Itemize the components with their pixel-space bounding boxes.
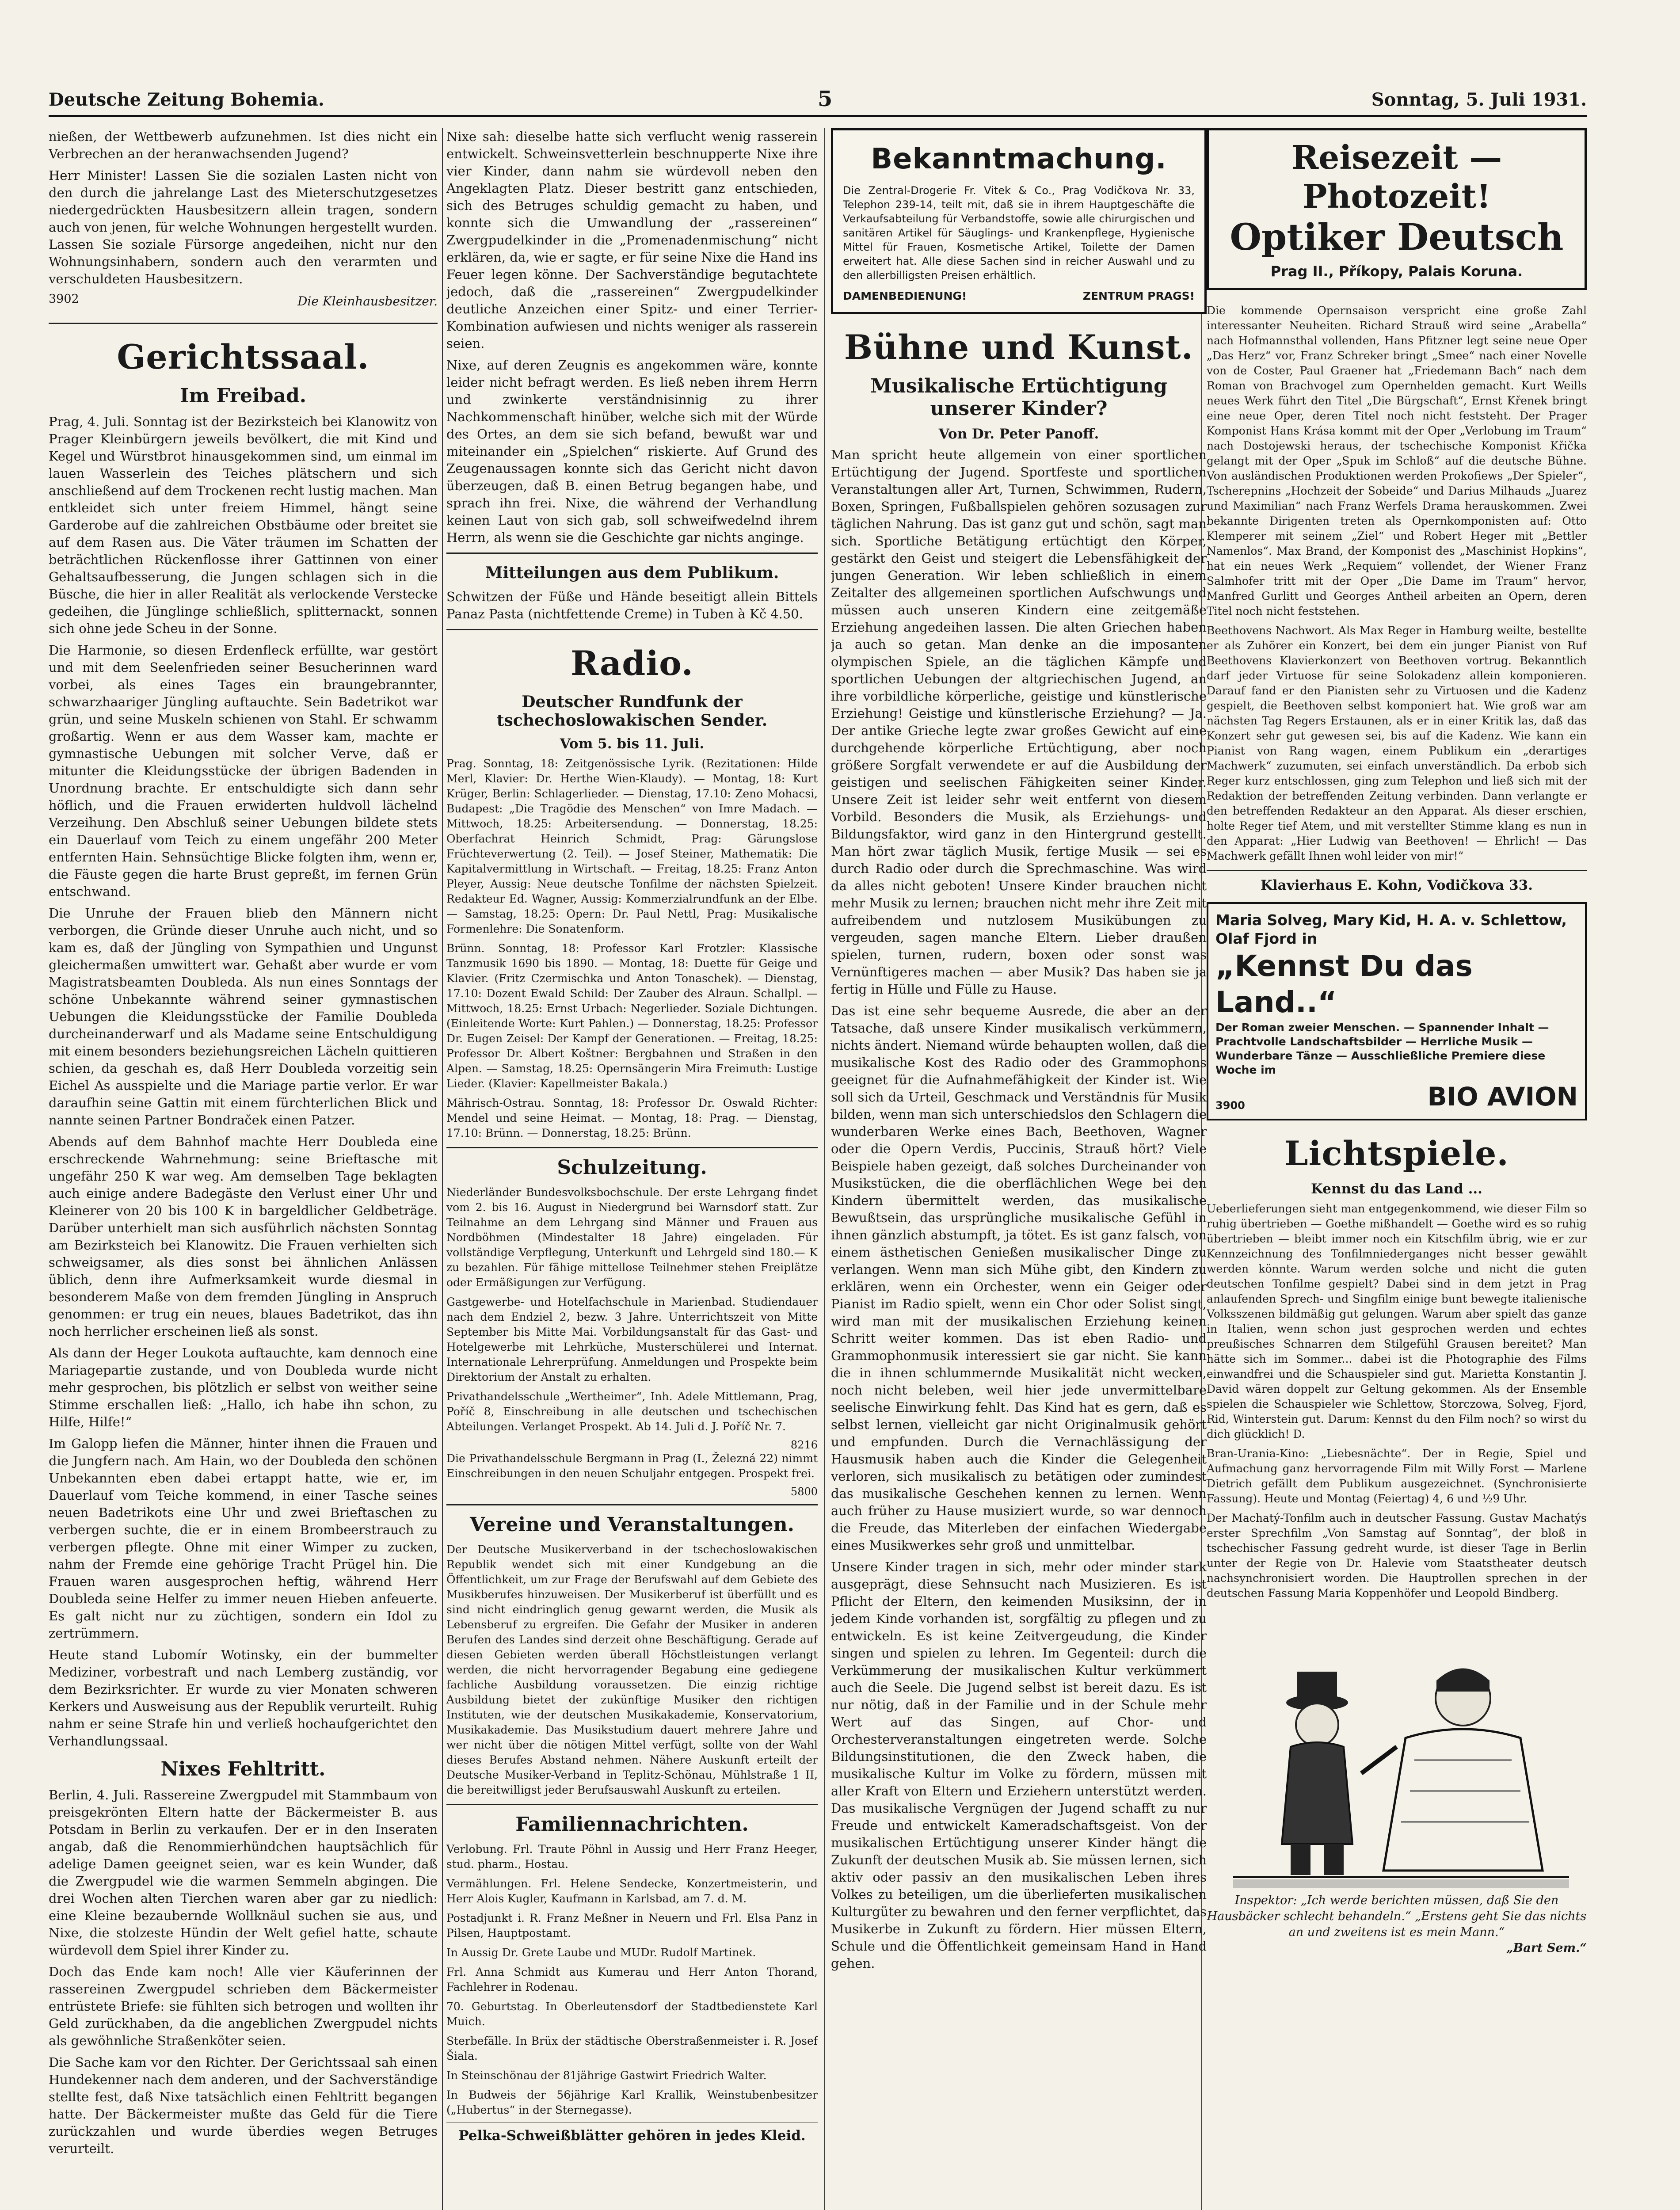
paragraph: Prag. Sonntag, 18: Zeitgenössische Lyrik. (Rezitationen: Hilde Merl, Klavier: Dr. Herthe Wien-Klaudy). — Montag, 18: Kurt Krüger, Berlin: Schlagerlieder. — Dienstag, 17.10: Zeno Mohacsi, Budapest: „Die Tragödie des Menschen“ von Imre Madach. — Mittwoch, 18.25: Arbeitersendung. — Donnerstag, 18.25: Oberfachrat Heinrich Schmidt, Prag: Gärungslose Früchteverwertung (2. Teil). — Josef Steiner, Mathematik: Die Kapitalvermittlung in Wirtschaft. — Freitag, 18.25: Franz Anton Pleyer, Aussig: Neue deutsche Tonfilme der nächsten Spielzeit. Redakteur Ed. Wagner, Aussig: Kommerzialrundfunk an der Elbe. — Samstag, 18.25: Opern: Dr. Paul Nettl, Prag: Musikalische Formenlehre: Die Sonatenform.	[446, 757, 818, 935]
ad-footer-left: DAMENBEDIENUNG!	[843, 290, 967, 302]
advertisement-optiker	[1207, 128, 1587, 290]
ad-address: Prag II., Příkopy, Palais Koruna.	[1270, 263, 1523, 280]
paragraph: Das ist eine sehr bequeme Ausrede, die aber an der Tatsache, daß unsere Kinder musikalisch verkümmern, nichts ändert. Niemand würde behaupten wollen, daß die musikalische Kost des Radio oder des Grammophons geeignet für die Aufnahmefähigkeit der Kinder ist. Wie soll sich da Urteil, Geschmack und Verständnis für Musik bilden, wenn man sich unterschiedslos den Schlagern die wunderbaren Werke eines Bach, Beethoven, Wagner oder die Opern Verdis, Puccinis, Strauß hört? Viele Beispiele haben gezeigt, daß solches Durcheinander von Musikstücken, die die oberflächlichen Wege bei den Kindern übermittelt werden, das musikalische Bewußtsein, das ursprüngliche musikalische Gefühl in ihnen gänzlich abstumpft, ja tötet. Es ist ganz falsch, von einem ästhetischen Genießen musikalischer Dinge zu verlangen. Wenn man sich Mühe gibt, den Kindern zu erklären, wenn ein Orchester, wenn ein Geiger oder Pianist im Radio spielt, wenn ein Chor oder Solist singt, wird man mit der musikalischen Erziehung keinen Schritt weiter kommen. Das ist eben Radio- und Grammophonmusik interessiert sie gar nicht. Sie kann die in ihnen schlummernde Musikalität nicht wecken, noch nicht beleben, weil hier jede unvermittelbare seelische Einwirkung fehlt. Das Kind hat es gern, daß es selbst lernen, vielleicht gar nicht Originalmusik gehört und empfunden. Durch die Vernachlässigung der Hausmusik haben auch die Kinder die Gelegenheit verloren, sich musikalisch zu betätigen oder zumindest das musikalische Geschehen kennen zu lernen. Wenn auch früher zu Hause musiziert wurde, so war dennoch die Freude, das Miterleben der einfachen Wiedergabe eines Musikwerkes sehr groß und unmittelbar.	[831, 1003, 1207, 1553]
divider	[446, 1804, 818, 1805]
paragraph: Herr Minister! Lassen Sie die sozialen Lasten nicht von den durch die jahrelange Last des Mieterschutzgesetzes niedergedrückten Hausbesitzern allein tragen, sondern auch von jenen, für welche Wohnungen hergestellt wurden. Lassen Sie soziale Fürsorge angedeihen, nicht nur den Wohnungsinhabern, sondern auch den verarmten und verschuldeten Hausbesitzern.	[49, 168, 438, 286]
divider	[446, 1147, 818, 1148]
ad-cast: Maria Solveg, Mary Kid, H. A. v. Schlettow, Olaf Fjord in	[1215, 911, 1567, 947]
paragraph: Privathandelsschule „Wertheimer“, Inh. Adele Mittlemann, Prag, Poříč 8, Einschreibung in alle deutschen und tschechischen Abteilungen. Verlanget Prospekt. Ab 14. Juli d. J. Poříč Nr. 7.	[446, 1390, 818, 1433]
footer-note: Pelka-Schweißblätter gehören in jedes Kleid.	[458, 2128, 806, 2144]
ad-text: Die Zentral-Drogerie Fr. Vitek & Co., Prag Vodičkova Nr. 33, Telephon 239-14, teilt mit, daß sie in ihrem Hauptgeschäfte die Verkaufsabteilung für Verbandstoffe, sowie alle chirurgischen und sanitären Artikel für Säuglings- und Krankenpflege, Hygienische Mittel für Frauen, Kosmetische Artikel, Toilette der Damen erweitert hat. Alle diese Sachen sind in reicher Auswahl und zu den allerbilligsten Preisen erhältlich.	[843, 184, 1195, 282]
byline: Von Dr. Peter Panoff.	[938, 426, 1099, 442]
ad-description: Der Roman zweier Menschen. — Spannender Inhalt — Prachtvolle Landschaftsbilder — Herrliche Musik — Wunderbare Tänze — Ausschließliche Premiere diese Woche im	[1215, 1021, 1549, 1076]
paragraph: Frl. Anna Schmidt aus Kumerau und Herr Anton Thorand, Fachlehrer in Rodenau.	[446, 1966, 818, 1993]
cinema-name: BIO AVION	[1427, 1082, 1578, 1112]
paragraph: Die Sache kam vor den Richter. Der Gerichtssaal sah einen Hundekenner nach dem anderen, und der Sachverständige stellte fest, daß Nixe tatsächlich einen Fehltritt begangen hatte. Der Bäckermeister mußte das Geld für die Tiere zurückzahlen und wurde überdies wegen Betruges verurteilt.	[49, 2055, 438, 2156]
column-4	[1207, 128, 1587, 2210]
divider	[1207, 870, 1587, 871]
paragraph: In Aussig Dr. Grete Laube und MUDr. Rudolf Martinek.	[446, 1946, 756, 1959]
paragraph: Heute stand Lubomír Wotinsky, ein der bummelter Mediziner, vorbestraft und nach Lemberg zuständig, vor dem Bezirksrichter. Er wurde zu vier Monaten schweren Kerkers und Ausweisung aus der Republik verurteilt. Ruhig nahm er seine Strafe hin und verließ hochaufgerichtet den Verhandlungssaal.	[49, 1647, 438, 1749]
column-rule	[824, 128, 825, 2210]
article-title: Nixes Fehltritt.	[160, 1758, 326, 1780]
column-2	[446, 128, 818, 2210]
paragraph: Schwitzen der Füße und Hände beseitigt allein Bittels Panaz Pasta (nichtfettende Creme) in Tuben à Kč 4.50.	[446, 589, 818, 621]
signature: Die Kleinhausbesitzer.	[297, 294, 438, 309]
cartoon-drawing	[1207, 1614, 1587, 1888]
paragraph: Der Machatý-Tonfilm auch in deutscher Fassung. Gustav Machatýs erster Sprechfilm „Von Samstag auf Sonntag“, der bloß in tschechischer Fassung gedreht wurde, ist dieser Tage in Berlin unter der Regie von Dr. Halevie vom Staatstheater deutsch nachsynchronisiert worden. Die Hauptrollen sprechen in der deutschen Fassung Maria Koppenhöfer und Leopold Bindberg.	[1207, 1512, 1587, 1600]
section-title-buehne: Bühne und Kunst.	[844, 328, 1194, 367]
section-title-schulzeitung: Schulzeitung.	[557, 1156, 707, 1179]
column-1	[49, 128, 438, 2210]
paragraph: Man spricht heute allgemein von einer sportlichen Ertüchtigung der Jugend. Sportfeste und sportlichen Veranstaltungen aller Art, Turnen, Schwimmen, Rudern, Boxen, Springen, Fußballspielen gehören sozusagen zur täglichen Nahrung. Das ist ganz gut und schön, sagt man sich. Sportliche Betätigung ertüchtigt den Körper, gestärkt den Geist und steigert die Lebensfähigkeit der jungen Generation. Wir leben schließlich in einem Zeitalter des allgemeinen sportlichen Aufschwungs und müssen auch unseren Kindern eine zeitgemäße Erziehung angedeihen lassen. Die alten Griechen haben ja auch so getan. Man denke an die imposanten olympischen Spiele, an die täglichen Kämpfe und sportlichen Uebungen der altgriechischen Jugend, an ihre vorbildliche körperliche, geistige und künstlerische Erziehung! Geistige und künstlerische Erziehung? — Ja. Der antike Grieche legte zwar großes Gewicht auf eine durchgehende körperliche Ertüchtigung, aber noch größere Sorgfalt verwendete er auf die Ausbildung der geistigen und seelischen Fähigkeiten seiner Kinder. Unsere Zeit ist leider sehr weit entfernt von diesem Vorbild. Besonders die Musik, als Erziehungs- und Bildungsfaktor, wird ganz in den Hintergrund gestellt. Man hört zwar täglich Musik, fertige Musik — sei es durch Radio oder durch die Sprechmaschine. Was wird da alles nicht geboten! Unsere Kinder brauchen nicht mehr Musik zu lernen; brauchen nicht mehr ihre Zeit mit aufreibendem und nutzlosem Musikübungen zu vergeuden, sagen manche Eltern. Lieber draußen spielen, turnen, rudern, boxen oder sonst was Vernünftigeres machen — aber Musik? Das haben sie ja fertig in Hülle und Fülle zu Hause.	[831, 447, 1207, 997]
paragraph: Verlobung. Frl. Traute Pöhnl in Aussig und Herr Franz Heeger, stud. pharm., Hostau.	[446, 1843, 818, 1871]
paragraph: Nixe sah: dieselbe hatte sich verflucht wenig rasserein entwickelt. Schweinsvetterlein beschnupperte Nixe ihre vier Kinder, dann nahm sie würdevoll neben den Angeklagten Platz. Dieser bestritt ganz entschieden, sich des Betruges schuldig gemacht zu haben, und konnte sich die Umwandlung der „rassereinen“ Zwergpudelkinder in die „Promenadenmischung“ nicht erklären, da, wie er sagte, er für seine Nixe die Hand ins Feuer legen könne. Der Sachverständige begutachtete jedoch, daß die „rassereinen“ Zwergpudelkinder deutliche Anzeichen einer Spitz- und einer Terrier-Kombination aufwiesen und nichts weniger als rasserein seien.	[446, 129, 818, 351]
paragraph: Prag, 4. Juli. Sonntag ist der Bezirksteich bei Klanowitz von Prager Kleinbürgern jeweils bevölkert, die mit Kind und Kegel und Würstbrot hinausgekommen sind, um einmal im lauen Wasserlein des Teiches plätschern und sich anschließend auf dem Trockenen recht lustig machen. Man entkleidet sich unter freiem Himmel, hängt seine Garderobe auf die zahlreichen Obstbäume oder breitet sie auf dem Rasen aus. Die Väter träumen im Schatten der beträchtlichen Rückenflosse ihrer Gattinnen von einer Gehaltsaufbesserung, die Jungen schlagen sich in die Büsche, die hier in aller Realität als verlockende Verstecke gedeihen, die Jünglinge schließlich, splitternackt, sonnen sich ohne jede Scheu in der Sonne.	[49, 414, 438, 636]
paragraph: Berlin, 4. Juli. Rassereine Zwergpudel mit Stammbaum von preisgekrönten Eltern hatte der Bäckermeister B. aus Potsdam in Berlin zu verkaufen. Der er in den Inseraten angab, daß die Renommierhündchen hauptsächlich für adelige Damen geeignet seien, war es kein Wunder, daß die Zwergpudel wie die warmen Semmeln abgingen. Die drei Wochen alten Tierchen waren aber gar zu niedlich: eine Kleine bezaubernde Wollknäul suchen sie aus, und Nixe, die stolzeste Hündin der Welt gefiel hatte, schaute würdevoll dem Spiel ihrer Kinder zu.	[49, 1787, 438, 1958]
radio-subtitle: Deutscher Rundfunk der tschechoslowakischen Sender.	[496, 693, 768, 730]
article-title: Im Freibad.	[179, 385, 307, 407]
section-title-vereine: Vereine und Veranstaltungen.	[470, 1513, 794, 1536]
review-title: Kennst du das Land ...	[1311, 1181, 1482, 1197]
paragraph: Sterbefälle. In Brüx der städtische Oberstraßenmeister i. R. Josef Šiala.	[446, 2035, 818, 2062]
paragraph: Beethovens Nachwort. Als Max Reger in Hamburg weilte, bestellte er als Zuhörer ein Konzert, bei dem ein junger Pianist von Ruf Beethovens Klavierkonzert von Beethoven vortrug. Bekanntlich darf jeder Virtuose für seine Solokadenz allein komponieren. Darauf fand er den Pianisten sehr zu Virtuosen und die Kadenz gespielt, die Beethoven selbst komponiert hat. Wie groß war am nächsten Tag Regers Erstaunen, als er in einer Kritik las, daß das Konzert sehr gut gewesen sei, bis auf die Kadenz. Wie kann ein Pianist von Rang wagen, einem Publikum ein „derartiges Machwerk“ zuzumuten, sei einfach unverständlich. Da erbob sich Reger kurz entschlossen, ging zum Telephon und ließ sich mit der Redaktion der betreffenden Zeitung verbinden. Dann verlangte er den betreffenden Redakteur an den Apparat. Als dieser erschien, holte Reger tief Atem, und mit verstellter Stimme klang es nun in den Apparat: „Hier Ludwig van Beethoven! — Ehrlich! — Das Machwerk gefällt Ihnen wohl leider von mir!“	[1207, 624, 1587, 862]
paragraph: Bran-Urania-Kino: „Liebesnächte“. Der in Regie, Spiel und Aufmachung ganz hervorragende Film mit Willy Forst — Marlene Dietrich gefällt dem Publikum ausgezeichnet. (Synchronisierte Fassung). Heute und Montag (Feiertag) 4, 6 und ½9 Uhr.	[1207, 1447, 1587, 1505]
ad-brand: Optiker Deutsch	[1230, 216, 1564, 259]
advertisement-bekanntmachung	[831, 128, 1207, 314]
section-title-mitteilungen: Mitteilungen aus dem Publikum.	[485, 564, 779, 582]
column-3	[831, 128, 1207, 2210]
paragraph: nießen, der Wettbewerb aufzunehmen. Ist dies nicht ein Verbrechen an der heranwachsenden Jugend?	[49, 129, 438, 161]
cartoon-source: „Bart Sem.“	[1506, 1941, 1587, 1955]
signature-line	[49, 292, 438, 316]
paragraph: Mährisch-Ostrau. Sonntag, 18: Professor Dr. Oswald Richter: Mendel und seine Heimat. — Montag, 18: Prag. — Dienstag, 17.10: Brünn. — Donnerstag, 18.25: Brünn.	[446, 1097, 818, 1139]
ad-footer-right: ZENTRUM PRAGS!	[1082, 290, 1195, 302]
ad-film-title: „Kennst Du das Land..“	[1215, 949, 1473, 1019]
paragraph: Ueberlieferungen sieht man entgegenkommend, wie dieser Film so ruhig übertrieben — Goethe mißhandelt — Goethe wird es so ruhig übertrieben — bleibt immer noch ein Kitschfilm übrig, wie er zur Kennzeichnung des Tonfilmniederganges nicht besser gewählt werden könnte. Warum werden solche und nicht die guten deutschen Tonfilme gespielt? Dabei sind in dem jetzt in Prag anlaufenden Sprech- und Singfilm einige bunt bewegte italienische Volksszenen bildmäßig gut gelungen. Warum aber spielt das ganze in Italien, wenn schon just gesprochen werden und echtes preußisches Schnarren dem Stilgefühl Grausen bereitet? Man hätte sich im Sommer... dabei ist die Photographie des Films einwandfrei und die Schauspieler sind gut. Marietta Konstantin J. David wären doppelt zur Geltung gekommen. Als der Ensemble spielen die Schauspieler wie Schlettow, Storczowa, Solveg, Fjord, Rid, Winterstein gut. Darum: Kennst du den Film noch? so wirst du dich glücklich! D.	[1207, 1202, 1587, 1440]
column-rule	[442, 128, 443, 2210]
paragraph: Niederländer Bundesvolksbochschule. Der erste Lehrgang findet vom 2. bis 16. August in Niedergrund bei Warnsdorf statt. Zur Teilnahme an dem Lehrgang sind Männer und Frauen aus Nordböhmen (Mindestalter 18 Jahre) eingeladen. Für vollständige Verpflegung, Unterkunft und Lehrgeld sind 180.— K zu bezahlen. Für fähige mittellose Teilnehmer stehen Freiplätze oder Ermäßigungen zur Verfügung.	[446, 1186, 818, 1289]
ad-line: Klavierhaus E. Kohn, Vodičkova 33.	[1260, 877, 1533, 893]
paragraph: Die Privathandelsschule Bergmann in Prag (I., Železná 22) nimmt Einschreibungen in den neuen Schuljahr entgegen. Prospekt frei.	[446, 1452, 818, 1480]
ad-bottom	[1215, 1082, 1578, 1112]
ad-number: 3900	[1215, 1099, 1245, 1112]
page-number: 5	[818, 87, 833, 111]
cartoon-illustration	[1207, 1614, 1587, 1888]
section-title-lichtspiele: Lichtspiele.	[1284, 1134, 1509, 1173]
cartoon-caption: Inspektor: „Ich werde berichten müssen, daß Sie den Hausbäcker schlecht behandeln.“ „Erstens geht Sie das nichts an und zweitens ist es mein Mann.“	[1207, 1894, 1587, 1939]
divider	[446, 1504, 818, 1505]
paragraph: Postadjunkt i. R. Franz Meßner in Neuern und Frl. Elsa Panz in Pilsen, Hauptpostamt.	[446, 1912, 818, 1939]
paragraph: Vermählungen. Frl. Helene Sendecke, Konzertmeisterin, und Herr Alois Kugler, Kaufmann in Karlsbad, am 7. d. M.	[446, 1877, 818, 1905]
paragraph: Die Harmonie, so diesen Erdenfleck erfüllte, war gestört und mit dem Seelenfrieden seiner Besucherinnen ward vorbei, als eines Tages ein braungebrannter, schwarzhaariger Jüngling auftauchte. Sein Badetrikot war grün, und seine Muskeln schienen von Stahl. Er schwamm großartig. Wenn er aus dem Wasser kam, machte er gymnastische Uebungen mit solcher Verve, daß er mitunter die Kleidungsstücke der übrigen Badenden in Unordnung brachte. Er entschuldigte sich dann sehr höflich, und die Frauen erwiderten huldvoll lächelnd Verzeihung. Den Abschluß seiner Uebungen bildete stets ein Dauerlauf vom Teich zu einem ungefähr 200 Meter entfernten Hain. Sehnsüchtige Blicke folgten ihm, wenn er, die Fäuste gegen die harte Brust gepreßt, im fernen Grün entschwand.	[49, 643, 438, 899]
divider	[446, 629, 818, 630]
paragraph: Die Unruhe der Frauen blieb den Männern nicht verborgen, die Gründe dieser Unruhe auch nicht, und so kam es, daß der Jüngling von Sympathien und Ungunst gleichermaßen umwittert war. Gehaßt aber wurde er vom Magistratsbeamten Doubleda. Als nun eines Sonntags der schöne Unbekannte während seiner gymnastischen Uebungen die Kleidungsstücke der Familie Doubleda durcheinanderwarf und als Madame seine Entschuldigung mit einem besonders beziehungsreichen Lächeln quittieren schien, da geschah es, daß Herr Doubleda vorzeitig sein Eichel As ausspielte und die Mariage partie verlor. Er war daraufhin seine Gattin mit einem fürchterlichen Blick und nannte seinen Partner Bondraček einen Patzer.	[49, 906, 438, 1128]
paragraph: Als dann der Heger Loukota auftauchte, kam dennoch eine Mariagepartie zustande, und von Doubleda wurde nicht mehr gesprochen, bis plötzlich er selbst von weither seine Stimme erschallen ließ: „Hallo, ich habe ihn schon, zu Hilfe, Hilfe!“	[49, 1345, 438, 1429]
issue-date: Sonntag, 5. Juli 1931.	[1371, 89, 1587, 110]
divider	[446, 552, 818, 554]
paragraph: 70. Geburtstag. In Oberleutensdorf der Stadtbedienstete Karl Muich.	[446, 2000, 818, 2028]
masthead	[49, 84, 1587, 117]
paper-name: Deutsche Zeitung Bohemia.	[49, 89, 324, 110]
paragraph: Nixe, auf deren Zeugnis es angekommen wäre, konnte leider nicht befragt werden. Es ließ neben ihrem Herrn und zwinkerte verständnisinnig zu ihrer Nachkommenschaft hinüber, welche sich mit der Würde des Ortes, an dem sie sich befand, bewußt war und miteinander ein „Spielchen“ riskierte. Auf Grund des Zeugenaussagen konnte sich das Gericht nicht davon überzeugen, daß B. einen Betrug begangen habe, und sprach ihn frei. Nixe, die während der Verhandlung keinen Laut von sich gab, soll schweifwedelnd ihrem Herrn, als wenn sie die Geschichte gar nichts anginge.	[446, 358, 818, 545]
paragraph: Der Deutsche Musikerverband in der tschechoslowakischen Republik wendet sich mit einer Kundgebung an die Öffentlichkeit, um zur Frage der Berufswahl auf dem Gebiete des Musikberufes hinzuweisen. Der Musikerberuf ist überfüllt und es sind nicht eindringlich genug gewarnt werden, die Musik als Lebensberuf zu ergreifen. Die Gefahr der Musiker in anderen Berufen des Landes sind derzeit ohne Beschäftigung. Gerade auf diesen Gebieten werden überall Höchstleistungen verlangt werden, die nicht hervorragender Begabung eine gediegene fachliche Ausbildung voraussetzen. Die einzig richtige Ausbildung bietet der zukünftige Musiker den richtigen Instituten, wie der deutschen Musikakademie, Konservatorium, Musikakademie. Das Musikstudium dauert mehrere Jahre und wer nicht über die nötigen Mittel verfügt, sollte von der Wahl dieses Berufes Abstand nehmen. Nähere Auskunft erteilt der Deutsche Musiker-Verband in Teplitz-Schönau, Mühlstraße 1 II, die bereitwilligst jeder Berufsauswahl Auskunft zu erteilen.	[446, 1543, 818, 1796]
section-title-radio: Radio.	[571, 644, 693, 683]
ad-headline: Reisezeit — Photozeit!	[1291, 139, 1502, 216]
divider	[49, 323, 438, 324]
ad-footer	[843, 290, 1195, 302]
paragraph: In Budweis der 56jährige Karl Krallik, Weinstubenbesitzer („Hubertus“ in der Sternegasse).	[446, 2088, 818, 2116]
paragraph: Doch das Ende kam noch! Alle vier Käuferinnen der rassereinen Zwergpudel schrieben dem Bäckermeister entrüstete Briefe: sie fühlten sich betrogen und wollten ihr Geld zurückhaben, da die angeblichen Zwergpudel nichts als gewöhnliche Straßenköter seien.	[49, 1964, 438, 2048]
ad-title: Bekanntmachung.	[871, 143, 1167, 175]
ad-number: 3902	[49, 292, 79, 306]
advertisement-kino	[1207, 902, 1587, 1120]
radio-dates: Vom 5. bis 11. Juli.	[560, 736, 705, 752]
paragraph: Die kommende Opernsaison verspricht eine große Zahl interessanter Neuheiten. Richard Strauß wird seine „Arabella“ nach Hofmannsthal vollenden, Hans Pfitzner legt seine neue Oper „Das Herz“ vor, Franz Schreker bringt „Smee“ nach einer Novelle von de Coster, Paul Graener hat „Friedemann Bach“ nach dem Roman von Brachvogel zum Opernhelden gemacht. Kurt Weills neues Werk führt den Titel „Die Bürgschaft“, Ernst Křenek bringt eine neue Oper, deren Titel noch nicht feststeht. Der Prager Komponist Hans Krása kommt mit der Oper „Verlobung im Traum“ nach Dostojewski heraus, der tschechische Komponist Křička gelangt mit der Oper „Spuk im Schloß“ auf die deutsche Bühne. Von ausländischen Produktionen werden Prokofiews „Der Spieler“, Tscherepnins „Hochzeit der Sobeide“ und Darius Milhauds „Juarez und Maximilian“ nach Franz Werfels Drama herauskommen. Zwei bekannte Dirigenten treten als Opernkomponisten auf: Otto Klemperer mit seinem „Ziel“ und Robert Heger mit „Bettler Namenlos“. Max Brand, der Komponist des „Maschinist Hopkins“, hat ein neues Werk „Requiem“ vollendet, der Wiener Franz Salmhofer tritt mit der Oper „Die Dame im Traum“ hervor, Manfred Gurlitt und Georges Antheil arbeiten an Opern, deren Titel noch nicht feststehen.	[1207, 304, 1587, 617]
section-title-gerichtssaal: Gerichtssaal.	[117, 337, 370, 377]
article-title: Musikalische Ertüchtigung unserer Kinder?	[870, 375, 1167, 420]
paragraph: Gastgewerbe- und Hotelfachschule in Marienbad. Studiendauer nach dem Endziel 2, bezw. 3 Jahre. Unterrichtszeit von Mitte September bis Mitte Mai. Vorbildungsanstalt für das Gast- und Hotelgewerbe mit Lehrküche, Musterschülerei und Internat. Internationale Lehrerprüfung. Anmeldungen und Prospekte beim Direktorium der Anstalt zu erhalten.	[446, 1296, 818, 1383]
paragraph: Abends auf dem Bahnhof machte Herr Doubleda eine erschreckende Wahrnehmung: seine Brieftasche mit ungefähr 250 K war weg. Am demselben Tage beklagten auch einige andere Badegäste den Verlust einer Uhr und Kleinerer von 20 bis 100 K in bargeldlicher Geldbeträge. Darüber unterhielt man sich ausführlich nächsten Sonntag am Bezirksteich bei Klanowitz. Die Frauen verhielten sich schweigsamer, als dies sonst bei ähnlichen Anlässen üblich, denn ihre Aufmerksamkeit wurde diesmal in besonderem Maße von dem fremden Jüngling in Anspruch genommen: er trug ein neues, blaues Badetrikot, das ihn noch herrlicher erscheinen ließ als sonst.	[49, 1134, 438, 1339]
ad-number: 8216	[790, 1439, 818, 1451]
section-title-familiennachrichten: Familiennachrichten.	[515, 1813, 749, 1836]
paragraph: Unsere Kinder tragen in sich, mehr oder minder stark ausgeprägt, diese Sehnsucht nach Musizieren. Es ist Pflicht der Eltern, den keimenden Musiksinn, der in jedem Kinde vorhanden ist, sorgfältig zu pflegen und zu entwickeln. Es ist keine Zeitvergeudung, die Kinder singen und spielen zu lehren. Im Gegenteil: durch die Verkümmerung der musikalischen Kultur verkümmert auch die Seele. Die Jugend selbst ist bereit dazu. Es ist nur nötig, daß in der Familie und in der Schule mehr Wert auf das Singen, auf Chor- und Orchesterveranstaltungen eingetreten werde. Solche Bildungsinstitutionen, die den Zweck haben, die musikalische Kultur im Volke zu fördern, müssen mit aller Kraft von Eltern und Erziehern unterstützt werden. Das musikalische Vergnügen der Jugend schafft zu nur Freude und entwickelt Kameradschaftsgeist. Von der musikalischen Ertüchtigung unserer Kinder hängt die Zukunft der deutschen Musik ab. Sie müssen lernen, sich aktiv oder passiv an den musikalischen Leben ihres Volkes zu beteiligen, um die überlieferten musikalischen Kulturgüter zu bewahren und den ferner verpflichtet, das Musikerbe in Zukunft zu fördern. Hier müssen Eltern, Schule und die Öffentlichkeit gemeinsam Hand in Hand gehen.	[831, 1559, 1207, 1971]
paragraph: In Steinschönau der 81jährige Gastwirt Friedrich Walter.	[446, 2069, 767, 2082]
ad-number: 5800	[790, 1486, 818, 1498]
paragraph: Brünn. Sonntag, 18: Professor Karl Frotzler: Klassische Tanzmusik 1690 bis 1890. — Montag, 18: Duette für Geige und Klavier. (Fritz Czermischka und Anton Tonaschek). — Dienstag, 17.10: Dozent Ewald Schild: Der Zauber des Alraun. Schallpl. — Mittwoch, 18.25: Ernst Urbach: Negerlieder. Soziale Dichtungen. (Einleitende Worte: Kurt Pahlen.) — Donnerstag, 18.25: Professor Dr. Eugen Zeisel: Der Kampf der Generationen. — Freitag, 18.25: Professor Dr. Albert Koštner: Bergbahnen und Straßen in den Alpen. — Samstag, 18.25: Opernsängerin Mira Freimuth: Lustige Lieder. (Klavier: Kapellmeister Bakala.)	[446, 942, 818, 1090]
paragraph: Im Galopp liefen die Männer, hinter ihnen die Frauen und die Jungfern nach. Am Hain, wo der Doubleda den schönen Unbekannten eben dabei ertappt hatte, wie er, im Dauerlauf vom Teiche kommend, in einer Tasche seines neuen Badetrikots eine Uhr und zwei Brieftaschen zu verbergen suchte, die er in einem Brombeerstrauch zu verbergen pflegte. Ohne mit einer Wimper zu zucken, nahm der Fremde eine gehörige Tracht Prügel hin. Die Frauen waren ausgesprochen heftig, während Herr Doubleda seine Helfer zu immer neuen Hieben anfeuerte. Es galt nicht nur zu züchtigen, sondern ein Idol zu zertrümmern.	[49, 1436, 438, 1641]
